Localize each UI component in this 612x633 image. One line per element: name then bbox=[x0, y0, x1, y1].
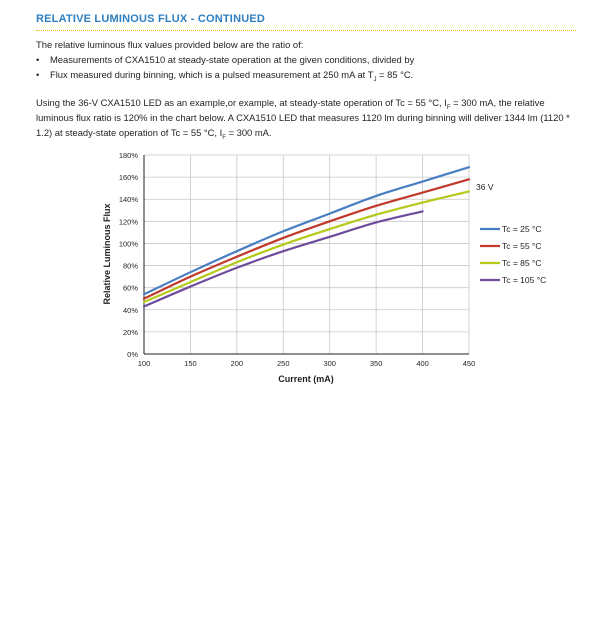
y-tick-label: 80% bbox=[122, 261, 138, 271]
bullet-item-2 bbox=[36, 67, 414, 82]
x-tick-label: 200 bbox=[230, 359, 244, 368]
x-tick-label: 250 bbox=[277, 359, 290, 368]
example-sub-2: F bbox=[222, 134, 226, 141]
y-tick-label: 20% bbox=[122, 327, 138, 337]
bullet-2-subscript: J bbox=[373, 76, 377, 83]
example-line3b: = 300 mA. bbox=[225, 127, 272, 138]
x-tick-label: 350 bbox=[369, 359, 383, 368]
x-tick-label: 450 bbox=[462, 359, 476, 368]
legend-label-4: Tc = 105 °C bbox=[502, 275, 547, 285]
y-tick-label: 60% bbox=[122, 283, 138, 293]
y-tick-label: 140% bbox=[118, 195, 138, 205]
y-axis-label: Relative Luminous Flux bbox=[102, 203, 112, 305]
y-tick-label: 120% bbox=[118, 217, 138, 227]
example-line1a: Using the 36-V CXA1510 LED as an example,or example, at steady-state operation of Tc = 55 °C, I bbox=[36, 97, 447, 108]
x-tick-label: 400 bbox=[416, 359, 429, 368]
y-tick-label: 0% bbox=[127, 350, 138, 359]
example-line3a: operation of Tc = 55 °C, I bbox=[118, 127, 223, 138]
example-paragraph bbox=[36, 95, 581, 140]
example-sub-1: F bbox=[446, 104, 451, 111]
legend-label-2: Tc = 55 °C bbox=[502, 241, 542, 251]
bullet-2-tail: = 85 °C. bbox=[376, 69, 414, 80]
legend bbox=[480, 224, 546, 285]
series-line-1 bbox=[144, 167, 469, 294]
axes bbox=[119, 151, 475, 368]
series-line-4 bbox=[144, 211, 423, 306]
series-lines bbox=[144, 167, 469, 306]
heading-rule bbox=[36, 30, 576, 31]
legend-label-1: Tc = 25 °C bbox=[502, 224, 542, 234]
grid-lines bbox=[144, 155, 469, 354]
section-heading: RELATIVE LUMINOUS FLUX - CONTINUED bbox=[36, 13, 266, 25]
y-tick-label: 180% bbox=[118, 151, 138, 160]
example-line2: ratio is 120% in the chart below. A CXA1510 LED that measures 1120 lm during binning will deliver 1344 lm (1120 * 1.2) at steady-state bbox=[36, 112, 570, 138]
y-tick-label: 100% bbox=[118, 239, 138, 249]
series-line-2 bbox=[144, 179, 469, 298]
bullet-item-1: • Measurements of CXA1510 at steady-state operation at the given conditions, divided by bbox=[36, 52, 414, 67]
y-tick-label: 40% bbox=[122, 305, 138, 315]
x-tick-label: 150 bbox=[184, 359, 197, 368]
legend-label-3: Tc = 85 °C bbox=[502, 258, 542, 268]
x-axis-label: Current (mA) bbox=[278, 374, 334, 384]
y-tick-label: 160% bbox=[118, 173, 138, 183]
intro-paragraph: The relative luminous flux values provided below are the ratio of: bbox=[36, 39, 304, 50]
voltage-annotation: 36 V bbox=[476, 182, 494, 192]
x-tick-label: 100 bbox=[137, 359, 151, 368]
x-tick-label: 300 bbox=[323, 359, 336, 368]
example-line1b: = 300 mA, the relative luminous flux bbox=[36, 97, 545, 123]
bullet-list bbox=[36, 52, 414, 82]
bullet-2-text: Flux measured during binning, which is a pulsed measurement at 250 mA at T bbox=[50, 69, 374, 80]
series-line-3 bbox=[144, 191, 469, 302]
